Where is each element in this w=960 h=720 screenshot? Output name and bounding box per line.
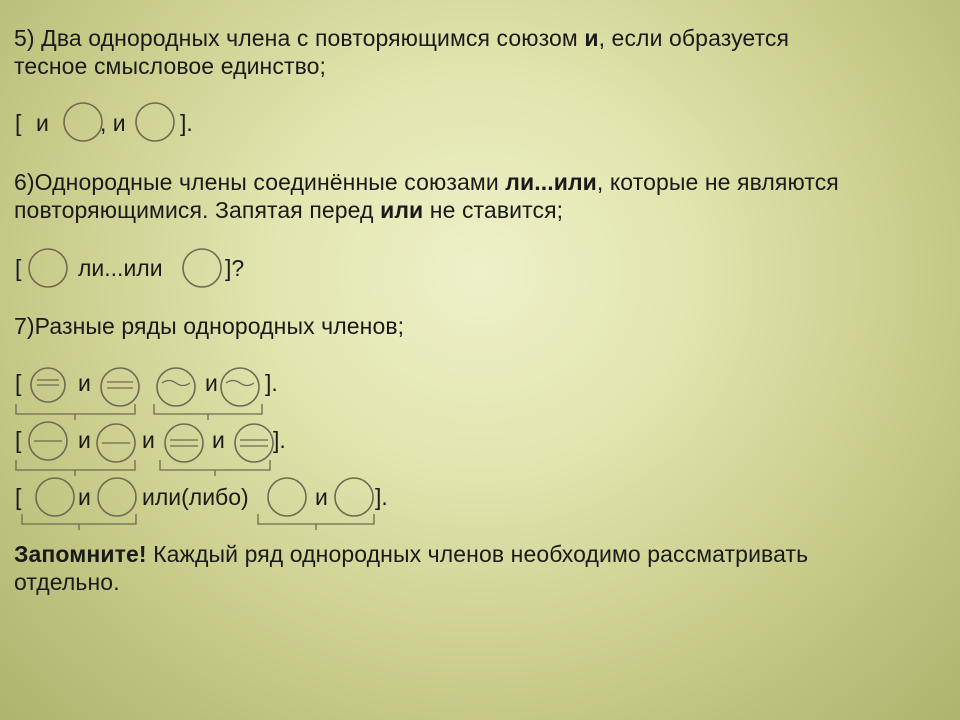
predicate-circle [221,368,259,406]
row-bracket [160,460,270,470]
predicate-circle [157,368,195,406]
subject-circle [101,368,139,406]
row-bracket [22,514,136,524]
homogeneous-member-circle [29,249,67,287]
subject-circle [31,368,65,402]
bracket-open: [ [15,255,22,281]
homogeneous-member-circle [98,478,136,516]
bracket-close: ]? [225,255,245,281]
homogeneous-member-circle [136,103,174,141]
rule-7: 7)Разные ряды однородных членов; [14,313,405,339]
homogeneous-member-circle [97,424,135,462]
bracket-close: ]. [180,110,193,136]
homogeneous-member-circle [64,103,102,141]
bracket-open: [ [15,484,22,510]
row-bracket [258,514,374,524]
conjunction: и [205,370,218,396]
homogeneous-member-circle [268,478,306,516]
conjunction: или(либо) [142,484,249,510]
conjunction: и [78,427,91,453]
conjunction: и [212,427,225,453]
bracket-close: ]. [265,370,278,396]
homogeneous-member-circle [36,478,74,516]
rule-5-line-1: 5) Два однородных члена с повторяющимся союзом и, если образуется [14,25,790,51]
bracket-open: [ [15,427,22,453]
bracket-close: ]. [375,484,388,510]
note-line-1: Запомните! Каждый ряд однородных членов необходимо рассматривать [14,541,809,567]
bracket-close: ]. [273,427,286,453]
row-bracket [16,460,135,470]
conjunction: и [78,370,91,396]
conjunction: и [315,484,328,510]
row-bracket [154,404,262,414]
conjunction: и [36,110,49,136]
note-line-2: отдельно. [14,569,120,595]
homogeneous-member-circle [183,249,221,287]
conjunction: , и [100,110,126,136]
homogeneous-member-circle [165,424,203,462]
homogeneous-member-circle [235,424,273,462]
conjunction: и [78,484,91,510]
bracket-open: [ [15,370,22,396]
rule-6-line-1: 6)Однородные члены соединённые союзами ли...или, которые не являются [14,169,839,195]
conjunction: ли...или [78,255,163,281]
homogeneous-member-circle [335,478,373,516]
conjunction: и [142,427,155,453]
homogeneous-member-circle [29,422,67,460]
row-bracket [16,404,135,414]
rule-6-line-2: повторяющимися. Запятая перед или не ставится; [14,197,564,223]
bracket-open: [ [15,110,22,136]
rule-5-line-2: тесное смысловое единство; [14,53,327,79]
scheme-7a-circles [16,368,262,420]
